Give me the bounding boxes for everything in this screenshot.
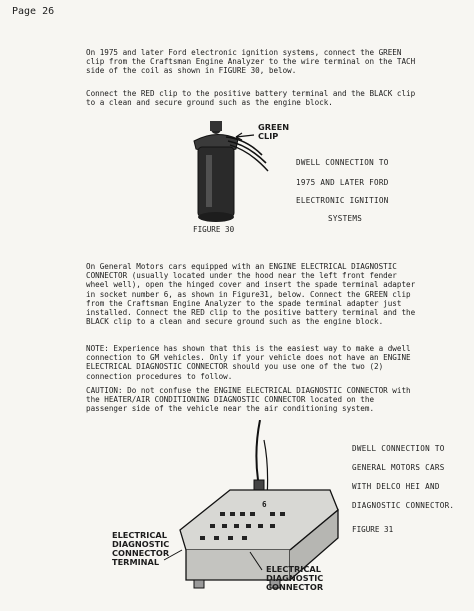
paragraph-gm-connection: On General Motors cars equipped with an ENGINE ELECTRICAL DIAGNOSTIC CONNECTOR (usually located under the hood near the left front fender wheel well), open the hinged cover and insert the spade terminal adapter in socket number 6, as shown in Figure31, below. Connect the GREEN clip from the Craftsman Engine Analyzer to the spade terminal adapter just installed. Connect the RED clip to the positive battery terminal and the BLACK clip to a clean and secure ground such as the engine block. — [86, 262, 416, 327]
figure30-caption-line: 1975 AND LATER FORD — [296, 178, 389, 187]
figure30-caption-line: ELECTRONIC IGNITION — [296, 196, 389, 205]
figure31-caption-line: GENERAL MOTORS CARS — [352, 463, 445, 472]
figure31-caption-line: DWELL CONNECTION TO — [352, 444, 445, 453]
figure31-label: FIGURE 31 — [352, 525, 394, 534]
green-clip-label: GREEN CLIP — [258, 122, 290, 141]
figure30-caption-line: SYSTEMS — [328, 214, 363, 223]
connector-label: ELECTRICAL DIAGNOSTIC CONNECTOR — [266, 564, 324, 592]
figure31-caption-line: DIAGNOSTIC CONNECTOR. — [352, 501, 455, 510]
socket-number-label: 6 — [262, 500, 267, 509]
page-number: Page 26 — [12, 6, 55, 17]
paragraph-note: NOTE: Experience has shown that this is the easiest way to make a dwell connection to GM vehicles. Only if your vehicle does not have an ENGINE ELECTRICAL DIAGNOSTIC CONNECTOR should you use one of the two (2) connection procedures to follow. — [86, 344, 411, 381]
paragraph-caution: CAUTION: Do not confuse the ENGINE ELECTRICAL DIAGNOSTIC CONNECTOR with the HEATER/AIR CONDITIONING DIAGNOSTIC CONNECTOR located on the passenger side of the vehicle near the air conditioning system. — [86, 386, 411, 414]
figure30-label: FIGURE 30 — [193, 225, 235, 234]
terminal-label: ELECTRICAL DIAGNOSTIC CONNECTOR TERMINAL — [112, 530, 170, 567]
figure30-caption-line: DWELL CONNECTION TO — [296, 158, 389, 167]
paragraph-ford-red-black: Connect the RED clip to the positive battery terminal and the BLACK clip to a clean and secure ground such as the engine block. — [86, 89, 416, 108]
paragraph-ford-connection: On 1975 and later Ford electronic ignition systems, connect the GREEN clip from the Craftsman Engine Analyzer to the wire terminal on the TACH side of the coil as shown in FIGURE 30, below. — [86, 48, 416, 76]
figure31-caption-line: WITH DELCO HEI AND — [352, 482, 440, 491]
